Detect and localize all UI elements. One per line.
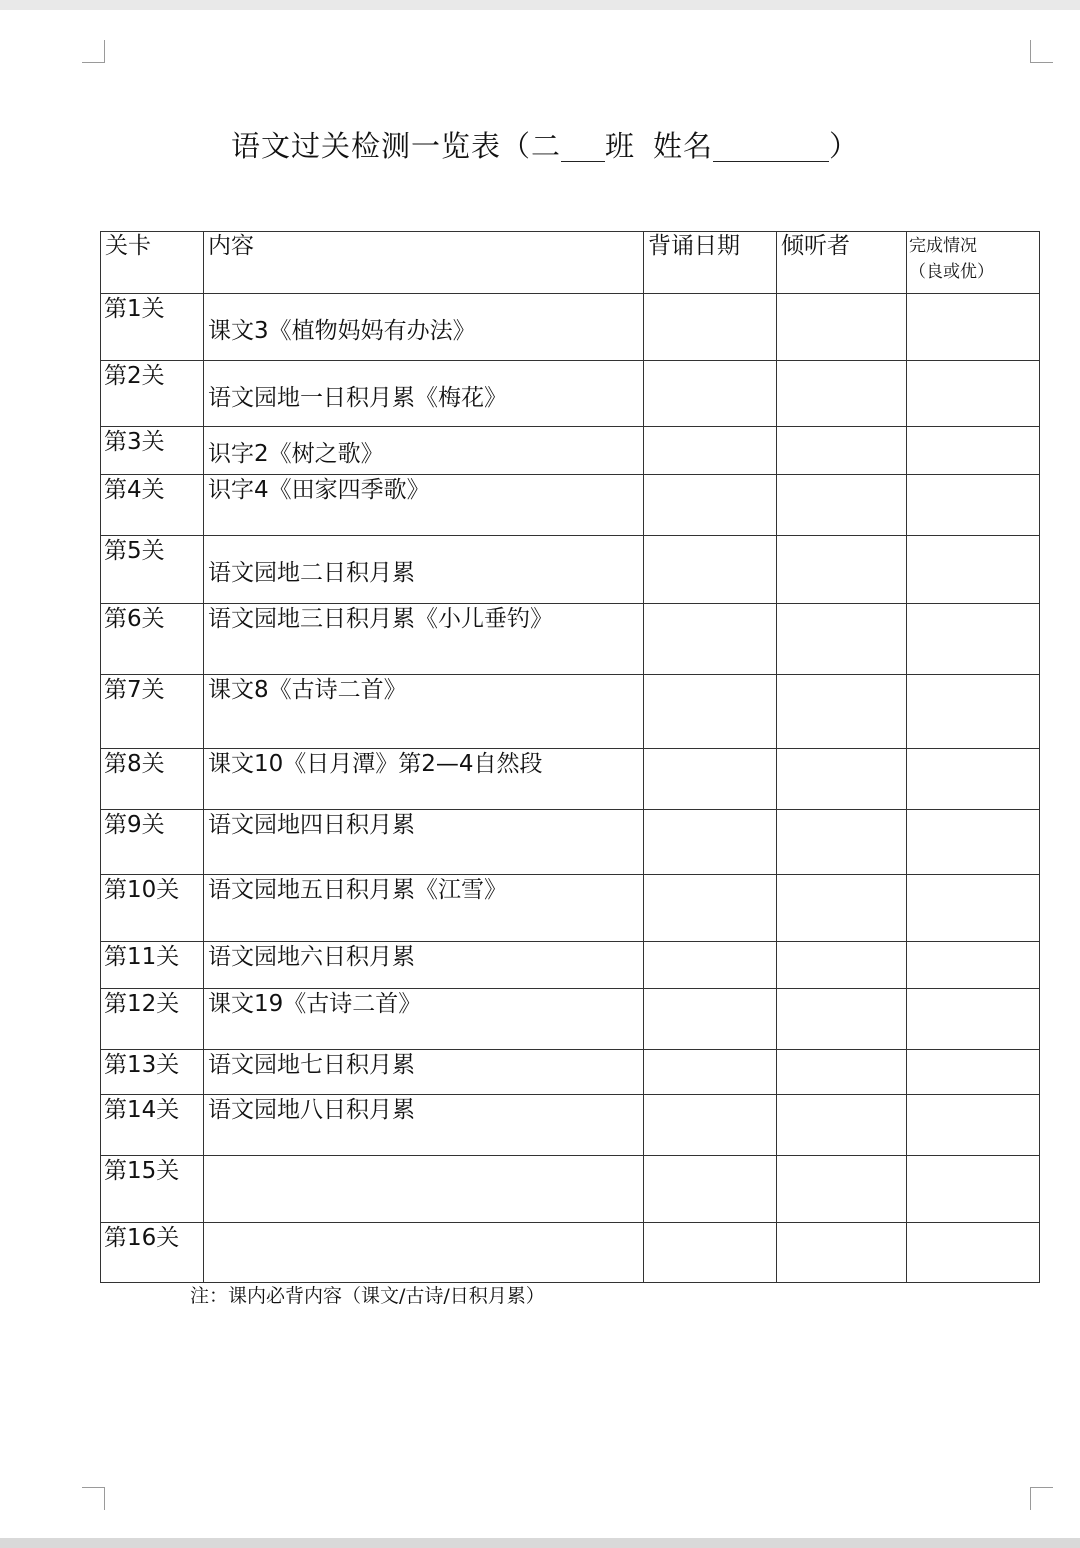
listener-cell[interactable]	[777, 942, 907, 989]
level-label: 第15关	[104, 1158, 180, 1184]
level-cell	[101, 749, 204, 810]
level-cell	[101, 875, 204, 942]
footnote: 注：课内必背内容（课文/古诗/日积月累）	[190, 1285, 545, 1307]
table-row	[101, 875, 1040, 942]
date-cell[interactable]	[644, 810, 777, 875]
listener-cell[interactable]	[777, 875, 907, 942]
date-cell[interactable]	[644, 604, 777, 675]
crop-mark-top-right	[1030, 40, 1053, 63]
level-label: 第4关	[104, 477, 165, 503]
level-cell	[101, 675, 204, 749]
table-row	[101, 989, 1040, 1050]
status-cell[interactable]	[907, 604, 1040, 675]
content-cell	[204, 604, 644, 675]
level-cell	[101, 427, 204, 475]
header-content-cell	[204, 232, 644, 294]
content-text: 课文10《日月潭》第2—4自然段	[208, 751, 543, 777]
level-label: 第14关	[104, 1097, 180, 1123]
status-cell[interactable]	[907, 1156, 1040, 1223]
content-cell	[204, 942, 644, 989]
top-scroll-bar	[0, 0, 1080, 10]
title-close: ）	[829, 129, 860, 163]
content-cell	[204, 1156, 644, 1223]
content-text: 语文园地二日积月累	[208, 560, 415, 586]
status-cell[interactable]	[907, 875, 1040, 942]
content-cell	[204, 1095, 644, 1156]
status-cell[interactable]	[907, 1095, 1040, 1156]
listener-cell[interactable]	[777, 1050, 907, 1095]
level-label: 第3关	[104, 429, 165, 455]
listener-cell[interactable]	[777, 989, 907, 1050]
content-text: 课文3《植物妈妈有办法》	[208, 318, 476, 344]
content-cell	[204, 810, 644, 875]
name-blank	[713, 131, 829, 162]
listener-cell[interactable]	[777, 1095, 907, 1156]
table-row	[101, 1156, 1040, 1223]
date-cell[interactable]	[644, 294, 777, 361]
listener-cell[interactable]	[777, 810, 907, 875]
listener-cell[interactable]	[777, 294, 907, 361]
content-cell	[204, 536, 644, 604]
content-text: 语文园地四日积月累	[208, 812, 415, 838]
table-row	[101, 810, 1040, 875]
date-cell[interactable]	[644, 427, 777, 475]
status-cell[interactable]	[907, 294, 1040, 361]
header-status-line2: （良或优）	[909, 261, 994, 282]
table-row	[101, 749, 1040, 810]
date-cell[interactable]	[644, 675, 777, 749]
crop-mark-bottom-right	[1030, 1487, 1053, 1510]
content-cell	[204, 1223, 644, 1283]
level-cell	[101, 989, 204, 1050]
content-cell	[204, 749, 644, 810]
status-cell[interactable]	[907, 942, 1040, 989]
date-cell[interactable]	[644, 1156, 777, 1223]
content-text: 课文19《古诗二首》	[208, 991, 422, 1017]
content-cell	[204, 675, 644, 749]
level-cell	[101, 942, 204, 989]
header-status-line1: 完成情况	[909, 236, 977, 256]
header-row	[101, 232, 1040, 294]
level-label: 第2关	[104, 363, 165, 389]
table-row	[101, 536, 1040, 604]
table-row	[101, 1095, 1040, 1156]
status-cell[interactable]	[907, 1050, 1040, 1095]
status-cell[interactable]	[907, 675, 1040, 749]
content-text: 语文园地八日积月累	[208, 1097, 415, 1123]
status-cell[interactable]	[907, 989, 1040, 1050]
table-row	[101, 942, 1040, 989]
status-cell[interactable]	[907, 536, 1040, 604]
header-date: 背诵日期	[648, 233, 740, 259]
level-cell	[101, 475, 204, 536]
title-name-label: 姓名	[653, 129, 714, 163]
header-listener-cell	[777, 232, 907, 294]
level-label: 第5关	[104, 538, 165, 564]
table-row	[101, 475, 1040, 536]
title-main: 语文过关检测一览表（二	[230, 129, 561, 163]
content-text: 识字4《田家四季歌》	[208, 477, 430, 503]
table-row	[101, 604, 1040, 675]
level-label: 第7关	[104, 677, 165, 703]
date-cell[interactable]	[644, 475, 777, 536]
level-cell	[101, 294, 204, 361]
level-cell	[101, 536, 204, 604]
status-cell[interactable]	[907, 361, 1040, 427]
crop-mark-top-left	[82, 40, 105, 63]
table-row	[101, 361, 1040, 427]
title-class-suffix: 班	[604, 129, 635, 163]
content-cell	[204, 875, 644, 942]
table-row	[101, 1050, 1040, 1095]
level-cell	[101, 604, 204, 675]
status-cell[interactable]	[907, 427, 1040, 475]
listener-cell[interactable]	[777, 536, 907, 604]
level-label: 第13关	[104, 1052, 180, 1078]
level-cell	[101, 361, 204, 427]
status-cell[interactable]	[907, 475, 1040, 536]
header-date-cell	[644, 232, 777, 294]
content-cell	[204, 427, 644, 475]
date-cell[interactable]	[644, 1050, 777, 1095]
level-label: 第11关	[104, 944, 180, 970]
status-cell[interactable]	[907, 1223, 1040, 1283]
level-label: 第9关	[104, 812, 165, 838]
content-text: 识字2《树之歌》	[208, 441, 384, 467]
date-cell[interactable]	[644, 536, 777, 604]
header-level: 关卡	[105, 233, 151, 259]
table-row	[101, 1223, 1040, 1283]
level-label: 第16关	[104, 1225, 180, 1251]
content-cell	[204, 989, 644, 1050]
listener-cell[interactable]	[777, 749, 907, 810]
content-cell	[204, 361, 644, 427]
content-text: 语文园地一日积月累《梅花》	[208, 385, 507, 411]
content-text: 语文园地七日积月累	[208, 1052, 415, 1078]
status-cell[interactable]	[907, 810, 1040, 875]
content-cell	[204, 294, 644, 361]
listener-cell[interactable]	[777, 604, 907, 675]
class-blank	[561, 131, 605, 162]
header-content: 内容	[208, 233, 254, 259]
date-cell[interactable]	[644, 989, 777, 1050]
date-cell[interactable]	[644, 361, 777, 427]
listener-cell[interactable]	[777, 475, 907, 536]
status-cell[interactable]	[907, 749, 1040, 810]
listener-cell[interactable]	[777, 427, 907, 475]
content-cell	[204, 475, 644, 536]
checklist-table	[100, 231, 1040, 1283]
content-text: 语文园地五日积月累《江雪》	[208, 877, 507, 903]
level-label: 第12关	[104, 991, 180, 1017]
level-label: 第10关	[104, 877, 180, 903]
content-cell	[204, 1050, 644, 1095]
level-cell	[101, 1095, 204, 1156]
listener-cell[interactable]	[777, 361, 907, 427]
table-row	[101, 427, 1040, 475]
content-text: 语文园地三日积月累《小儿垂钓》	[208, 606, 553, 632]
date-cell[interactable]	[644, 1223, 777, 1283]
listener-cell[interactable]	[777, 1223, 907, 1283]
level-label: 第6关	[104, 606, 165, 632]
date-cell[interactable]	[644, 1095, 777, 1156]
content-text: 课文8《古诗二首》	[208, 677, 407, 703]
header-listener: 倾听者	[781, 233, 850, 259]
date-cell[interactable]	[644, 942, 777, 989]
header-status-cell	[907, 232, 1040, 294]
table-row	[101, 294, 1040, 361]
level-label: 第8关	[104, 751, 165, 777]
level-cell	[101, 1156, 204, 1223]
listener-cell[interactable]	[777, 1156, 907, 1223]
date-cell[interactable]	[644, 875, 777, 942]
listener-cell[interactable]	[777, 675, 907, 749]
page-title	[0, 124, 1080, 165]
level-cell	[101, 810, 204, 875]
header-level-cell	[101, 232, 204, 294]
bottom-scroll-bar	[0, 1538, 1080, 1548]
crop-mark-bottom-left	[82, 1487, 105, 1510]
level-cell	[101, 1223, 204, 1283]
table-row	[101, 675, 1040, 749]
content-text: 语文园地六日积月累	[208, 944, 415, 970]
header-status	[907, 232, 1039, 285]
level-cell	[101, 1050, 204, 1095]
date-cell[interactable]	[644, 749, 777, 810]
level-label: 第1关	[104, 296, 165, 322]
